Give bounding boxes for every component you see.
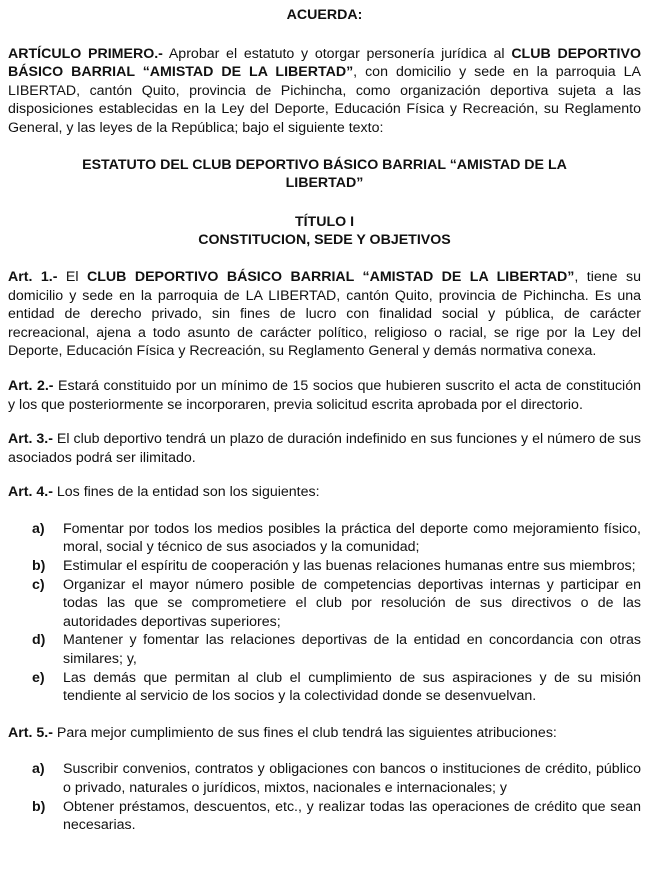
list-item-text: Obtener préstamos, descuentos, etc., y realizar todas las operaciones de crédito que sean necesarias. <box>63 798 641 834</box>
articulo-primero-label: ARTÍCULO PRIMERO.- <box>8 45 163 62</box>
article-4-label: Art. 4.- <box>8 484 53 501</box>
titulo-name: CONSTITUCION, SEDE Y OBJETIVOS <box>198 232 451 249</box>
article-5 <box>8 724 641 743</box>
acuerda-heading: ACUERDA: <box>286 7 363 23</box>
statute-title: ESTATUTO DEL CLUB DEPORTIVO BÁSICO BARRIAL “AMISTAD DE LA LIBERTAD” <box>82 156 567 192</box>
list-item-marker: b) <box>32 558 46 575</box>
article-4-text: Los fines de la entidad son los siguientes: <box>52 484 320 501</box>
articulo-primero-text-1: Aprobar el estatuto y otorgar personería jurídica al <box>162 45 512 62</box>
list-item-text: Fomentar por todos los medios posibles la práctica del deporte como mejoramiento físico, moral, social y técnico de sus asociados y la comunidad; <box>63 520 641 556</box>
article-2 <box>8 377 641 414</box>
articulo-primero <box>8 45 641 138</box>
article-3-label: Art. 3.- <box>8 431 53 448</box>
list-item-text: Mantener y fomentar las relaciones deportivas de la entidad en concordancia con otras similares; y, <box>63 632 641 668</box>
article-1 <box>8 268 641 361</box>
list-item <box>8 557 641 576</box>
titulo-number: TÍTULO I <box>294 213 355 230</box>
article-2-text: Estará constituido por un mínimo de 15 socios que hubieren suscrito el acta de constitución y los que posteriormente se incorporaren, previa solicitud escrita aprobada por el directorio. <box>8 377 641 413</box>
article-1-label: Art. 1.- <box>8 268 58 285</box>
article-2-label: Art. 2.- <box>8 377 54 394</box>
list-item-marker: a) <box>32 761 45 778</box>
list-item <box>8 798 641 835</box>
article-4 <box>8 483 641 502</box>
list-item <box>8 669 641 706</box>
list-item-marker: e) <box>32 669 45 686</box>
list-item <box>8 760 641 797</box>
article-1-text-2: , tiene su domicilio y sede en la parroquia de LA LIBERTAD, cantón Quito, provincia de Pichincha. Es una entidad de derecho privado, sin fines de lucro con finalidad social y pública, de carácter recreacional, ajena a todo asunto de carácter político, religioso o racial, se rige por la Ley del Deporte, Educación Física y Recreación, su Reglamento General y demás normativa conexa. <box>8 268 642 360</box>
list-item-text: Suscribir convenios, contratos y obligaciones con bancos o instituciones de crédito, público o privado, naturales o jurídicos, mixtos, nacionales e internacionales; y <box>63 761 641 796</box>
list-item <box>8 520 641 557</box>
article-4-list <box>8 520 641 706</box>
list-item-text: Organizar el mayor número posible de competencias deportivas internas y participar en todas las que se comprometiere el club por resolución de sus directivos o de las autoridades deportivas superiores; <box>63 576 641 630</box>
list-item <box>8 576 641 632</box>
list-item-marker: c) <box>32 576 45 593</box>
article-5-label: Art. 5.- <box>8 724 53 741</box>
article-1-club-name: CLUB DEPORTIVO BÁSICO BARRIAL “AMISTAD DE LA LIBERTAD” <box>86 268 575 285</box>
list-item-marker: d) <box>32 632 46 649</box>
list-item-marker: a) <box>32 520 45 537</box>
list-item-marker: b) <box>32 798 46 815</box>
article-3-text: El club deportivo tendrá un plazo de duración indefinido en sus funciones y el número de sus asociados podrá ser ilimitado. <box>8 431 642 466</box>
article-3 <box>8 430 641 467</box>
article-1-text-1: El <box>57 268 87 285</box>
article-5-list <box>8 760 641 834</box>
list-item-text: Estimular el espíritu de cooperación y las buenas relaciones humanas entre sus miembros; <box>63 558 636 575</box>
article-5-text: Para mejor cumplimiento de sus fines el club tendrá las siguientes atribuciones: <box>52 724 557 741</box>
list-item-text: Las demás que permitan al club el cumplimiento de sus aspiraciones y de su misión tendiente al servicio de los socios y la colectividad donde se desenvuelvan. <box>63 669 641 705</box>
articulo-primero-club-name: CLUB DEPORTIVO BÁSICO BARRIAL “AMISTAD DE LA LIBERTAD” <box>8 45 642 81</box>
list-item <box>8 631 641 668</box>
articulo-primero-text-2: , con domicilio y sede en la parroquia LA LIBERTAD, cantón Quito, provincia de Pichincha, como organización deportiva sujeta a las disposiciones establecidas en la Ley del Deporte, Educación Física y Recreación, su Reglamento General, y las leyes de la República; bajo el siguiente texto: <box>8 64 641 136</box>
